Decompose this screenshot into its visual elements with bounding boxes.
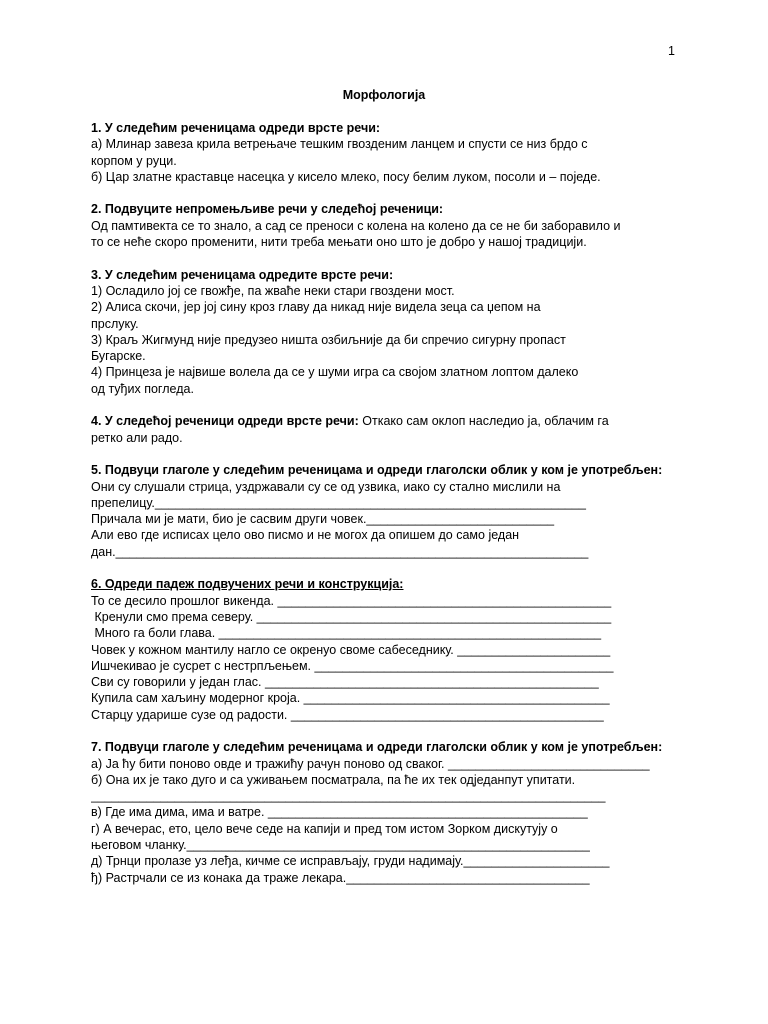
text-line <box>91 413 711 429</box>
text-line: Бугарске. <box>91 349 146 364</box>
text-line: Али ево где исписах цело ово писмо и не могох да опишем до само један <box>91 528 520 543</box>
text-line: Они су слушали стрица, уздржавали су се од узвика, иако су стално мислили на <box>91 479 561 494</box>
text-line: в) Где има дима, има и ватре. ______________________________________________ <box>91 805 588 820</box>
question-heading: 1. У следећим реченицама одреди врсте речи: <box>91 121 381 135</box>
question-heading: 7. Подвуци глаголе у следећим реченицама и одреди глаголски облик у ком је употребљен: <box>91 740 663 755</box>
section-1 <box>91 120 711 185</box>
document-body <box>91 120 711 886</box>
text-line: Сви су говорили у један глас. ________________________________________________ <box>91 675 599 690</box>
text-line: 3) Краљ Жигмунд није предузео ништа озбиљније да би спречио сигурну пропаст <box>91 332 566 347</box>
text-line: Купила сам хаљину модерног кроја. ____________________________________________ <box>91 691 610 706</box>
question-heading: 5. Подвуци глаголе у следећим реченицама и одреди глаголски облик у ком је употребљен: <box>91 463 663 478</box>
text-line: прслуку. <box>91 316 139 331</box>
section-4 <box>91 413 711 446</box>
text-line: Кренули смо према северу. ___________________________________________________ <box>91 609 612 624</box>
text-line: од туђих погледа. <box>91 381 194 396</box>
text-line: 1) Осладило јој се гвожђе, па жваће неки стари гвоздени мост. <box>91 283 455 298</box>
text-line: 4) Принцеза је највише волела да се у шуми игра са својом златном лоптом далеко <box>91 365 579 380</box>
text-line: г) А вечерас, ето, цело вече седе на капији и пред том истом Зорком дискутују о <box>91 821 558 836</box>
text-line: __________________________________________________________________________ <box>91 789 606 804</box>
question-heading: 2. Подвуците непромењљиве речи у следећој реченици: <box>91 202 444 217</box>
text-line: корпом у руци. <box>91 153 177 168</box>
section-spacer <box>91 560 711 576</box>
question-heading-inline: 4. У следећој реченици одреди врсте речи: <box>91 414 359 429</box>
section-7 <box>91 739 711 886</box>
section-spacer <box>91 723 711 739</box>
text-line: дан.____________________________________________________________________ <box>91 544 589 559</box>
text-line: препелицу.______________________________________________________________ <box>91 495 586 510</box>
section-spacer <box>91 250 711 266</box>
text-line: а) Ја ћу бити поново овде и тражићу рачун поново од сваког. _____________________________ <box>91 756 650 771</box>
text-line: његовом чланку.__________________________________________________________ <box>91 838 590 853</box>
text-line: 2) Алиса скочи, јер јој сину кроз главу да никад није видела зеца са џепом на <box>91 300 541 315</box>
text-line: б) Она их је тако дуго и са уживањем посматрала, па ће их тек одједанпут упитати. <box>91 772 576 787</box>
text-line: Од памтивекта се то знало, а сад се преноси с колена на колено да се не би заборавило и <box>91 218 621 233</box>
text-line: Човек у кожном мантилу нагло се окренуо своме сабеседнику. ______________________ <box>91 642 611 657</box>
text-line: д) Трнци пролазе уз леђа, кичме се исправљају, груди надимају._____________________ <box>91 854 610 869</box>
text-line: то се неће скоро променити, нити треба мењати оно што је добро у нашој традицији. <box>91 235 587 250</box>
section-6 <box>91 576 711 723</box>
text-line: То се десило прошлог викенда. ________________________________________________ <box>91 593 612 608</box>
question-heading: 3. У следећим реченицама одредите врсте речи: <box>91 267 394 282</box>
section-2 <box>91 201 711 250</box>
text-line: б) Цар златне краставце насецка у кисело млеко, посу белим луком, посоли и – поједе. <box>91 169 601 184</box>
page-title: Морфологија <box>342 88 426 102</box>
section-spacer <box>91 446 711 462</box>
section-spacer <box>91 185 711 201</box>
text-line: ђ) Растрчали се из конака да траже лекара.___________________________________ <box>91 870 590 885</box>
text-line: Причала ми је мати, био је сасвим други човек.___________________________ <box>91 512 555 527</box>
text-line: ретко али радо. <box>91 430 183 445</box>
section-5 <box>91 462 711 560</box>
text-line: а) Млинар завеза крила ветрењаче тешким гвозденим ланцем и спусти се низ брдо с <box>91 137 588 152</box>
section-3 <box>91 267 711 397</box>
text-line: Старцу ударише сузе од радости. _____________________________________________ <box>91 707 604 722</box>
question-heading: 6. Одреди падеж подвучених речи и конструкција: <box>91 577 404 592</box>
text-line: Ишчекивао је сусрет с нестрпљењем. ___________________________________________ <box>91 658 614 673</box>
inline-text: Откако сам оклоп наследио ја, облачим га <box>358 414 609 429</box>
section-spacer <box>91 397 711 413</box>
page-number: 1 <box>668 44 675 58</box>
text-line: Много га боли глава. _______________________________________________________ <box>91 626 602 641</box>
